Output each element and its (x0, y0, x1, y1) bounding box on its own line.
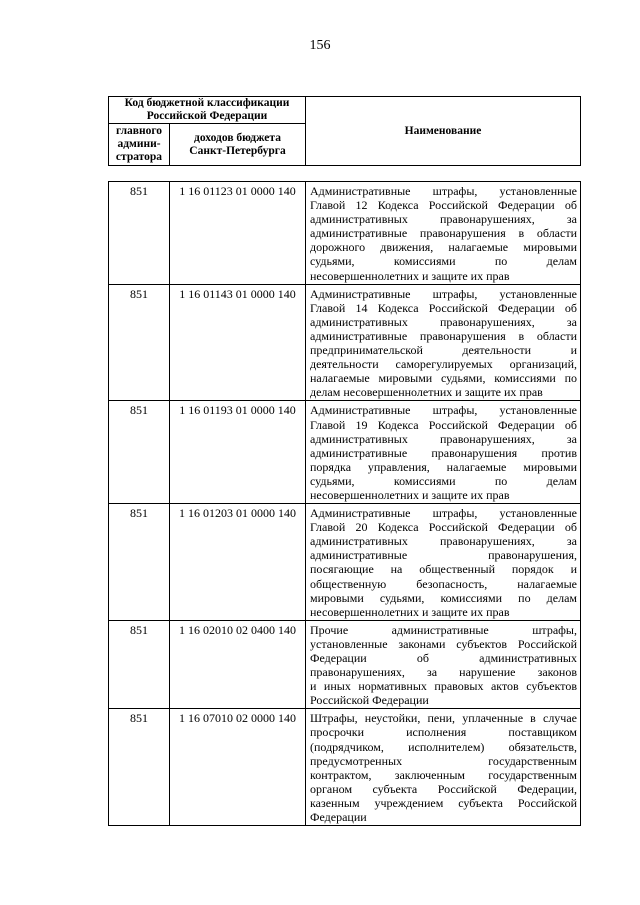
description-line: общественную безопасность, налагаемые (310, 576, 577, 591)
description-line: контрактом, заключенным государственным (310, 767, 577, 782)
description-cell (306, 709, 581, 826)
description-line: административных правонарушениях, за (310, 431, 577, 446)
table-row (109, 620, 581, 709)
admin-code-cell: 851 (109, 504, 170, 621)
description-line: мировыми судьями, комиссиями по делам (310, 590, 577, 605)
description-line: административные правонарушения в области (310, 226, 577, 241)
table-row (109, 401, 581, 504)
description-line: налагаемые мировыми судьями, комиссиями по (310, 371, 577, 386)
description-line: несовершеннолетних и защите их прав (310, 487, 510, 502)
description-line: дорожного движения, налагаемые мировыми (310, 240, 577, 255)
budget-code-cell: 1 16 01123 01 0000 140 (170, 182, 306, 285)
table-row (109, 284, 581, 401)
admin-code-cell: 851 (109, 182, 170, 285)
description-line: Главой 12 Кодекса Российской Федерации об (310, 198, 577, 213)
budget-code-cell: 1 16 01143 01 0000 140 (170, 284, 306, 401)
description-cell (306, 182, 581, 285)
header-col-code (170, 124, 306, 166)
description-line: судьями, комиссиями по делам (310, 473, 577, 488)
description-line: Административные штрафы, установленные (310, 403, 577, 418)
description-line: органом субъекта Российской Федерации, (310, 781, 577, 796)
table-row (109, 182, 581, 285)
description-line: судьями, комиссиями по делам (310, 254, 577, 269)
description-line: административные правонарушения, (310, 548, 577, 563)
description-line: Административные штрафы, установленные (310, 506, 577, 521)
header-col-admin-line: главного (115, 125, 163, 137)
description-line: просрочки исполнения поставщиком (310, 725, 577, 740)
description-line: Штрафы, неустойки, пени, уплаченные в случае (310, 711, 577, 726)
header-col-code-line: доходов бюджета (194, 131, 281, 144)
description-line: Административные штрафы, установленные (310, 286, 577, 301)
description-line: посягающие на общественный порядок и (310, 562, 577, 577)
description-line: предпринимательской деятельности и (310, 343, 577, 358)
description-line: предусмотренных государственным (310, 753, 577, 768)
page-number: 156 (309, 38, 331, 53)
description-line: несовершеннолетних и защите их прав (310, 268, 510, 283)
header-col-admin (109, 124, 170, 166)
budget-code-cell: 1 16 01203 01 0000 140 (170, 504, 306, 621)
description-line: (подрядчиком, исполнителем) обязательств, (310, 739, 577, 754)
description-line: Административные штрафы, установленные (310, 184, 577, 198)
admin-code-cell: 851 (109, 284, 170, 401)
admin-code-cell: 851 (109, 620, 170, 709)
description-line: Главой 14 Кодекса Российской Федерации об (310, 300, 577, 315)
table-row (109, 709, 581, 826)
description-cell (306, 620, 581, 709)
description-line: административные правонарушения в области (310, 328, 577, 343)
description-line: административные правонарушения против (310, 445, 577, 460)
admin-code-cell: 851 (109, 401, 170, 504)
budget-code-cell: 1 16 02010 02 0400 140 (170, 620, 306, 709)
description-line: и иных нормативных правовых актов субъектов (310, 679, 577, 694)
description-line: Федерации об административных (310, 651, 577, 665)
description-line: административных правонарушениях, за (310, 212, 577, 227)
header-col-name: Наименование (306, 97, 581, 166)
description-line: установленные законами субъектов Российской (310, 636, 577, 651)
header-group-title: Код бюджетной классификации Российской Федерации (109, 97, 306, 124)
description-line: Прочие административные штрафы, (310, 622, 577, 637)
description-line: административных правонарушениях, за (310, 314, 577, 329)
description-line: Российской Федерации (310, 693, 429, 708)
description-line: деятельности саморегулируемых организаций, (310, 357, 577, 372)
description-line: порядка управления, налагаемые мировыми (310, 459, 577, 474)
admin-code-cell: 851 (109, 709, 170, 826)
table-row (109, 504, 581, 621)
description-line: правонарушениях, за нарушение законов (310, 665, 577, 680)
header-col-code-line: Санкт-Петербурга (189, 144, 286, 157)
description-line: казенным учреждением субъекта Российской (310, 795, 577, 810)
description-line: делам несовершеннолетних и защите их прав (310, 385, 543, 400)
description-cell (306, 284, 581, 401)
header-col-admin-line: админи- (117, 138, 161, 150)
table-header (108, 96, 581, 166)
description-cell (306, 504, 581, 621)
description-line: несовершеннолетних и защите их прав (310, 604, 510, 619)
description-line: Главой 20 Кодекса Российской Федерации об (310, 520, 577, 535)
table-body (108, 181, 581, 826)
description-line: Федерации (310, 810, 367, 825)
budget-code-cell: 1 16 07010 02 0000 140 (170, 709, 306, 826)
description-cell (306, 401, 581, 504)
header-col-admin-line: стратора (115, 151, 163, 163)
description-line: Главой 19 Кодекса Российской Федерации об (310, 417, 577, 432)
description-line: административных правонарушениях, за (310, 534, 577, 549)
budget-code-cell: 1 16 01193 01 0000 140 (170, 401, 306, 504)
